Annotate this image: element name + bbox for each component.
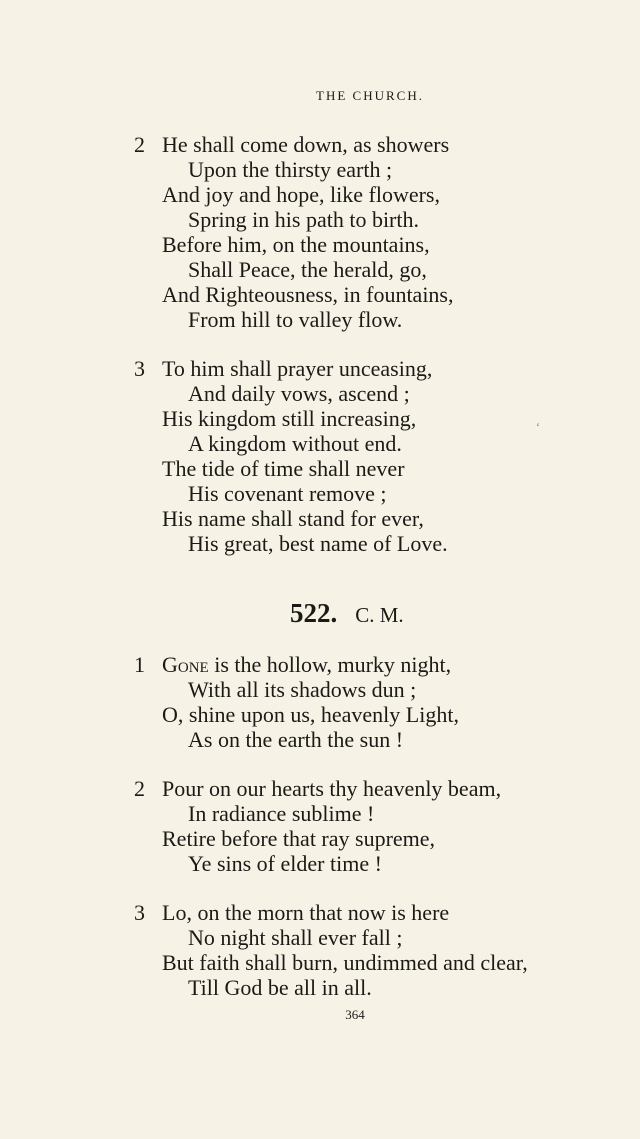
verse-line: From hill to valley flow. (188, 307, 403, 332)
verse-line: And joy and hope, like flowers, (162, 182, 440, 207)
verse-line: His great, best name of Love. (188, 531, 448, 556)
first-word: Gone (162, 652, 209, 677)
stray-mark: ‘ (536, 420, 540, 434)
verse-line: And Righteousness, in fountains, (162, 282, 454, 307)
verse-line: Upon the thirsty earth ; (188, 157, 393, 182)
page-number: 364 (345, 1007, 365, 1022)
verse-line: The tide of time shall never (162, 456, 405, 481)
verse-line: With all its shadows dun ; (188, 677, 417, 702)
verse-line: Retire before that ray supreme, (162, 826, 436, 851)
verse-line: No night shall ever fall ; (188, 925, 403, 950)
stanza-number: 1 (134, 652, 145, 677)
verse-line: In radiance sublime ! (188, 801, 375, 826)
hymn-meter: C. M. (355, 603, 404, 627)
verse-line: Shall Peace, the herald, go, (188, 257, 427, 282)
hymn-number: 522. (290, 598, 338, 628)
verse-line: As on the earth the sun ! (188, 727, 404, 752)
verse-line: Spring in his path to birth. (188, 207, 419, 232)
verse-line: Ye sins of elder time ! (188, 851, 382, 876)
verse-line: To him shall prayer unceasing, (162, 356, 433, 381)
stanza-number: 3 (134, 900, 145, 925)
verse-line: But faith shall burn, undimmed and clear, (162, 950, 528, 975)
verse-line: Before him, on the mountains, (162, 232, 430, 257)
verse-line: His covenant remove ; (188, 481, 387, 506)
verse-line: He shall come down, as showers (162, 132, 450, 157)
verse-line: Till God be all in all. (188, 975, 372, 1000)
stanza-number: 3 (134, 356, 145, 381)
verse-line (162, 652, 451, 678)
running-title: THE CHURCH. (316, 88, 424, 103)
verse-line: Pour on our hearts thy heavenly beam, (162, 776, 502, 801)
hymn-heading (290, 598, 404, 629)
verse-line: A kingdom without end. (188, 431, 402, 456)
verse-line: His kingdom still increasing, (162, 406, 417, 431)
first-line-rest: is the hollow, murky night, (208, 652, 452, 677)
stanza-number: 2 (134, 132, 145, 157)
stanza-number: 2 (134, 776, 145, 801)
verse-line: Lo, on the morn that now is here (162, 900, 450, 925)
verse-line: And daily vows, ascend ; (188, 381, 410, 406)
verse-line: His name shall stand for ever, (162, 506, 424, 531)
verse-line: O, shine upon us, heavenly Light, (162, 702, 459, 727)
